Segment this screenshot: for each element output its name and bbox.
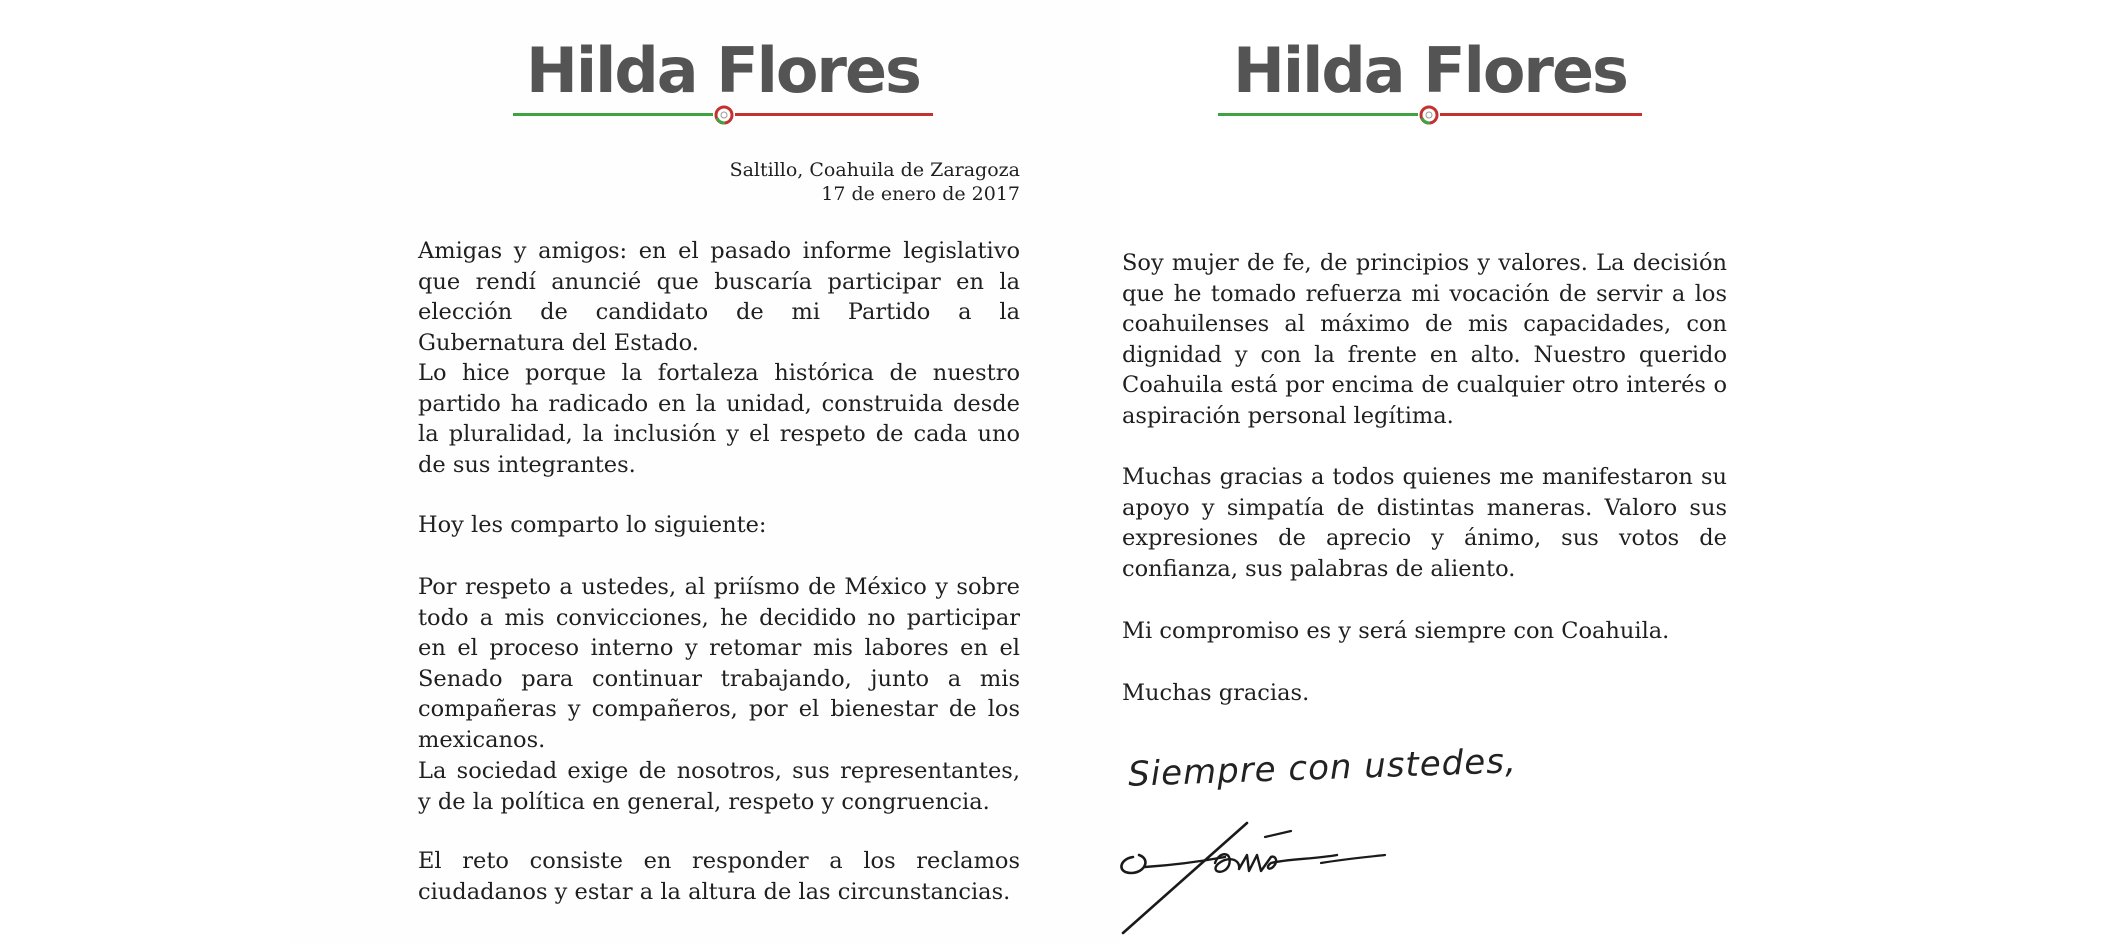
- party-emblem-icon: [713, 104, 735, 126]
- paragraph: Hoy les comparto lo siguiente:: [418, 512, 767, 538]
- logo-rule: [513, 106, 933, 120]
- paragraph: El reto consiste en responder a los reclamos ciudadanos y estar a la altura de las circunstancias.: [418, 848, 1020, 905]
- logo-right: [1218, 34, 1642, 120]
- paragraph: Mi compromiso es y será siempre con Coahuila.: [1122, 618, 1670, 644]
- party-emblem-icon: [1418, 104, 1440, 126]
- paragraph: Muchas gracias.: [1122, 680, 1310, 706]
- logo-name: Hilda Flores: [526, 34, 920, 107]
- logo-left: [513, 34, 933, 120]
- paragraph: Amigas y amigos: en el pasado informe legislativo que rendí anuncié que buscaría participar en la elección de candidato de mi Partido a la Gubernatura del Estado.: [418, 238, 1020, 356]
- signature-icon: [1115, 815, 1405, 940]
- paragraph: Lo hice porque la fortaleza histórica de nuestro partido ha radicado en la unidad, construida desde la pluralidad, la inclusión y el respeto de cada uno de sus integrantes.: [418, 360, 1020, 478]
- logo-rule: [1218, 106, 1642, 120]
- paragraph: La sociedad exige de nosotros, sus representantes, y de la política en general, respeto y congruencia.: [418, 758, 1020, 815]
- paragraph: Muchas gracias a todos quienes me manifestaron su apoyo y simpatía de distintas maneras. Valoro sus expresiones de aprecio y ánimo, sus votos de confianza, sus palabras de aliento.: [1122, 464, 1727, 582]
- date-line: 17 de enero de 2017: [821, 183, 1020, 205]
- logo-name: Hilda Flores: [1233, 34, 1627, 107]
- paragraph: Por respeto a ustedes, al priísmo de México y sobre todo a mis convicciones, he decidido no participar en el proceso interno y retomar mis labores en el Senado para continuar trabajando, junto a mis compañeras y compañeros, por el bienestar de los mexicanos.: [418, 574, 1020, 753]
- place-date-block: [640, 158, 1020, 206]
- handwritten-closing: Siempre con ustedes,: [1127, 741, 1518, 795]
- place-line: Saltillo, Coahuila de Zaragoza: [729, 159, 1020, 181]
- paragraph: Soy mujer de fe, de principios y valores. La decisión que he tomado refuerza mi vocación de servir a los coahuilenses al máximo de mis capacidades, con dignidad y con la frente en alto. Nuestro querido Coahuila está por encima de cualquier otro interés o aspiración personal legítima.: [1122, 250, 1727, 429]
